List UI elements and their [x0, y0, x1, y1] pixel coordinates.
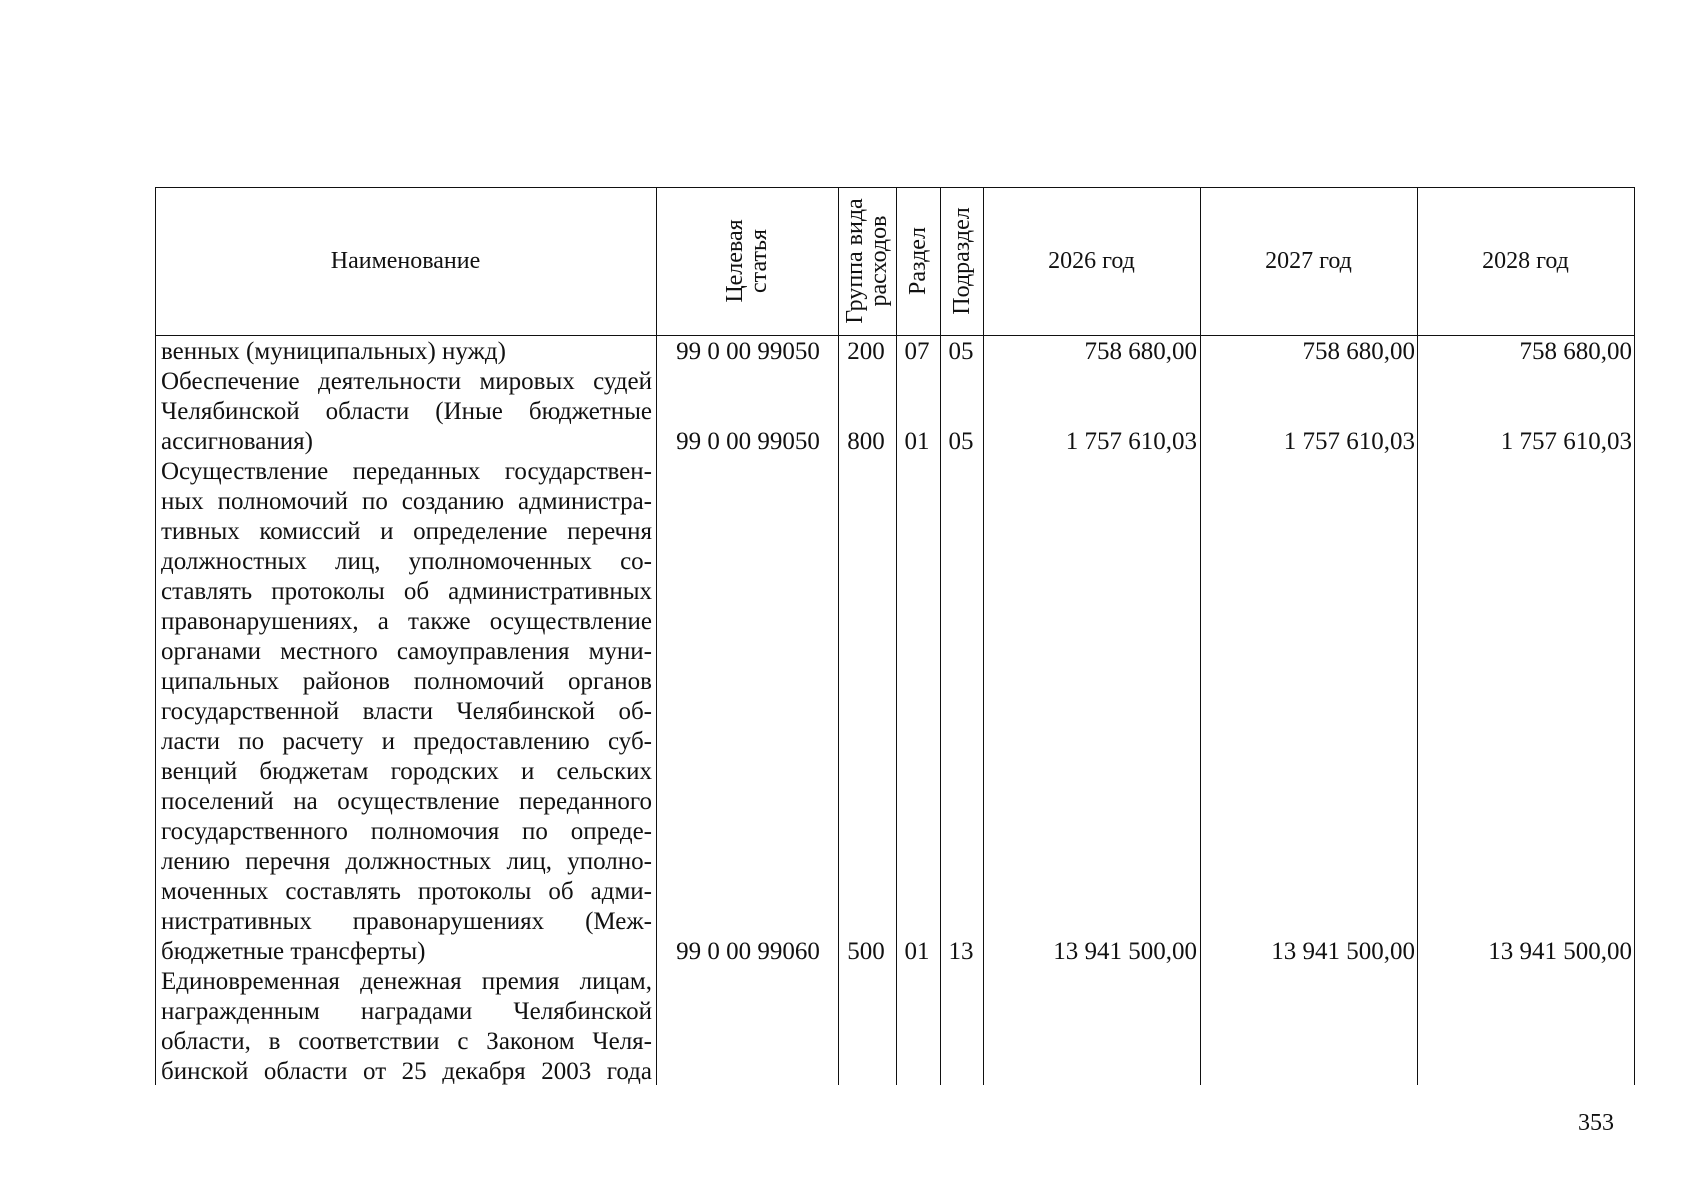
name-line: Обеспечение деятельности мировых судей: [161, 368, 652, 395]
table-cell-2026: 13 941 500,00: [1053, 938, 1197, 965]
name-line: бюджетные трансферты): [161, 938, 426, 965]
name-line: ных полномочий по созданию администра-: [161, 488, 652, 515]
header-bottom-border: [155, 335, 1635, 336]
header-year-2028: 2028 год: [1482, 247, 1569, 274]
table-cell-subsection: 05: [948, 338, 974, 365]
name-line: бинской области от 25 декабря 2003 года: [161, 1058, 652, 1085]
name-line: награжденным наградами Челябинской: [161, 998, 652, 1025]
table-cell-section: 07: [904, 338, 930, 365]
table-cell-section: 01: [904, 938, 930, 965]
table-cell-target: 99 0 00 99060: [676, 938, 820, 965]
name-line: Единовременная денежная премия лицам,: [161, 968, 652, 995]
name-line: государственного полномочия по опреде-: [161, 818, 652, 845]
header-target: Целевая статья: [722, 219, 772, 303]
table-cell-2028: 1 757 610,03: [1500, 428, 1632, 455]
name-line: нистративных правонарушениях (Меж-: [161, 908, 652, 935]
table-cell-subsection: 13: [948, 938, 974, 965]
table-cell-2027: 1 757 610,03: [1283, 428, 1415, 455]
name-line: ставлять протоколы об административных: [161, 578, 652, 605]
name-line: ласти по расчету и предоставлению суб-: [161, 728, 652, 755]
name-line: ципальных районов полномочий органов: [161, 668, 652, 695]
name-line: венций бюджетам городских и сельских: [161, 758, 652, 785]
table-cell-target: 99 0 00 99050: [676, 338, 820, 365]
name-line: государственной власти Челябинской об-: [161, 698, 652, 725]
table-cell-target: 99 0 00 99050: [676, 428, 820, 455]
name-line: должностных лиц, уполномоченных со-: [161, 548, 652, 575]
header-subsection-cell: [940, 187, 983, 335]
name-line: лению перечня должностных лиц, уполно-: [161, 848, 652, 875]
name-column: [161, 337, 652, 1087]
table-cell-2026: 758 680,00: [1084, 338, 1197, 365]
budget-table: [155, 187, 1635, 1085]
table-cell-2027: 13 941 500,00: [1271, 938, 1415, 965]
header-group: Группа вида расходов: [842, 198, 892, 324]
table-cell-section: 01: [904, 428, 930, 455]
name-line: органами местного самоуправления муни-: [161, 638, 652, 665]
header-year-2027: 2027 год: [1265, 247, 1352, 274]
header-subsection: Подраздел: [948, 207, 975, 315]
name-line: тивных комиссий и определение перечня: [161, 518, 652, 545]
name-line: правонарушениях, а также осуществление: [161, 608, 652, 635]
header-group-cell: [838, 187, 896, 335]
header-name: Наименование: [330, 247, 481, 274]
table-cell-group: 800: [847, 428, 885, 455]
page-number: 353: [1578, 1110, 1614, 1136]
table-cell-2028: 758 680,00: [1519, 338, 1632, 365]
table-cell-2026: 1 757 610,03: [1065, 428, 1197, 455]
name-line: венных (муниципальных) нужд): [161, 338, 506, 365]
name-line: поселений на осуществление переданного: [161, 788, 652, 815]
name-line: Осуществление переданных государствен-: [161, 458, 652, 485]
column-border: [1634, 187, 1635, 1085]
table-cell-subsection: 05: [948, 428, 974, 455]
table-cell-2028: 13 941 500,00: [1488, 938, 1632, 965]
table-cell-group: 200: [847, 338, 885, 365]
table-cell-2027: 758 680,00: [1302, 338, 1415, 365]
name-line: ассигнования): [161, 428, 313, 455]
header-year-2026: 2026 год: [1048, 247, 1135, 274]
header-target-cell: [656, 187, 838, 335]
header-section-cell: [896, 187, 940, 335]
name-line: Челябинской области (Иные бюджетные: [161, 398, 652, 425]
name-line: моченных составлять протоколы об адми-: [161, 878, 652, 905]
table-cell-group: 500: [847, 938, 885, 965]
name-line: области, в соответствии с Законом Челя-: [161, 1028, 652, 1055]
header-section: Раздел: [905, 227, 931, 295]
